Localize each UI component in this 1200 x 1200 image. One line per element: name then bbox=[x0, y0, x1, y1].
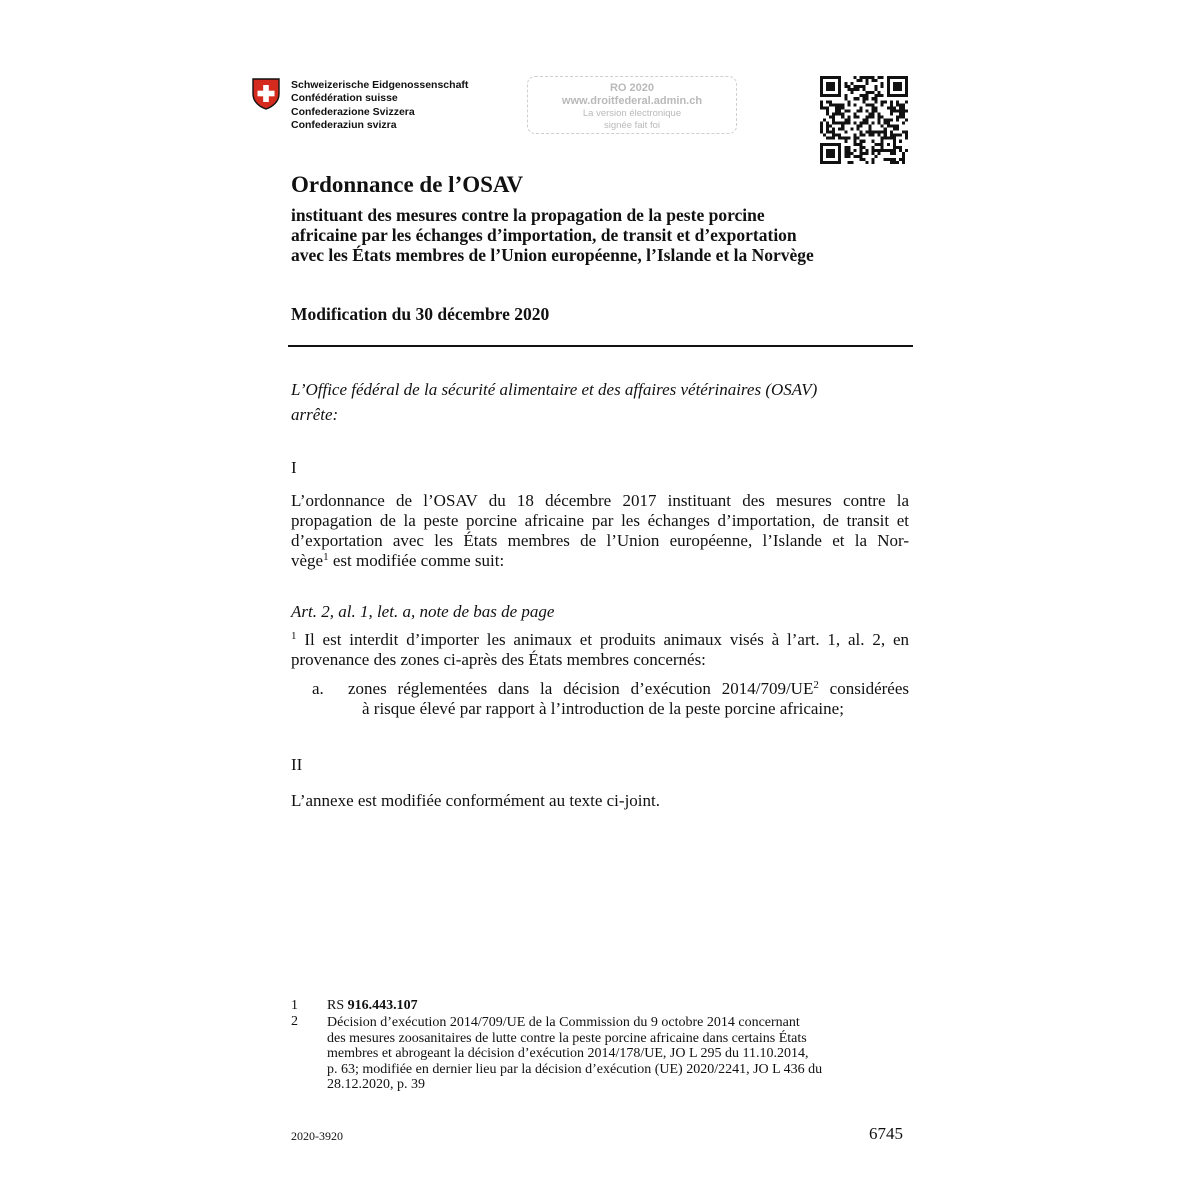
paragraph-number: 1 bbox=[291, 630, 297, 642]
document-id: 2020-3920 bbox=[291, 1129, 343, 1143]
official-publication-stamp bbox=[527, 76, 737, 134]
footnote-text bbox=[327, 998, 418, 1014]
paragraph-line bbox=[291, 630, 909, 650]
stamp-line: La version électronique bbox=[582, 108, 682, 119]
confederation-names bbox=[291, 79, 468, 132]
confederation-line: Confédération suisse bbox=[291, 92, 398, 105]
stamp-site: www.droitfederal.admin.ch bbox=[561, 95, 703, 107]
paragraph-line: provenance des zones ci-après des États membres concernés: bbox=[291, 650, 706, 669]
preamble-line: L’Office fédéral de la sécurité alimentaire et des affaires vétérinaires (OSAV) bbox=[291, 380, 818, 399]
footnote-line: p. 63; modifiée en dernier lieu par la décision d’exécution (UE) 2020/2241, JO L 436 du bbox=[327, 1061, 823, 1077]
list-item-text-part: considérées bbox=[818, 679, 909, 698]
list-item-text bbox=[348, 679, 909, 719]
list-item-text-part: zones réglementées dans la décision d’exécution 2014/709/UE bbox=[348, 679, 814, 698]
subtitle-line: africaine par les échanges d’importation, de transit et d’exportation bbox=[291, 225, 797, 245]
confederation-line: Confederazione Svizzera bbox=[291, 105, 415, 118]
subtitle-line: instituant des mesures contre la propagation de la peste porcine bbox=[291, 205, 765, 225]
article-heading: Art. 2, al. 1, let. a, note de bas de page bbox=[291, 602, 555, 621]
list-item-line: à risque élevé par rapport à l’introduction de la peste porcine africaine; bbox=[362, 699, 844, 718]
article-paragraph bbox=[291, 630, 909, 670]
footnote-line: des mesures zoosanitaires de lutte contre la peste porcine africaine dans certains États bbox=[327, 1030, 807, 1046]
section-heading-ii: II bbox=[291, 755, 303, 774]
section-heading-i: I bbox=[291, 458, 297, 477]
amendment-paragraph bbox=[291, 491, 909, 571]
stamp-line: signée fait foi bbox=[604, 120, 660, 131]
footnote-ref[interactable]: 2 bbox=[813, 679, 819, 691]
document-title: Ordonnance de l’OSAV bbox=[291, 172, 524, 197]
footnote-prefix: RS bbox=[327, 998, 348, 1013]
footnote-line: 28.12.2020, p. 39 bbox=[327, 1077, 425, 1092]
document-subtitle bbox=[291, 205, 931, 265]
list-item-line bbox=[348, 679, 909, 699]
footnote-line: membres et abrogeant la décision d’exécution 2014/178/UE, JO L 295 du 11.10.2014, bbox=[327, 1046, 809, 1061]
title-divider bbox=[288, 345, 913, 347]
footnote-ref[interactable]: 1 bbox=[323, 551, 329, 563]
paragraph-text: Il est interdit d’importer les animaux et produits animaux visés à l’art. 1, al. 2, en bbox=[296, 630, 909, 649]
subtitle-line: avec les États membres de l’Union européenne, l’Islande et la Norvège bbox=[291, 245, 814, 265]
paragraph-line: L’ordonnance de l’OSAV du 18 décembre 2017 instituant des mesures contre la bbox=[291, 491, 909, 510]
footnote-text bbox=[327, 1015, 902, 1093]
footnote-line: Décision d’exécution 2014/709/UE de la Commission du 9 octobre 2014 concernant bbox=[327, 1015, 800, 1030]
paragraph-line: d’exportation avec les États membres de l’Union européenne, l’Islande et la Nor- bbox=[291, 531, 909, 550]
annex-statement: L’annexe est modifiée conformément au texte ci-joint. bbox=[291, 791, 660, 810]
footnote-rs-number: 916.443.107 bbox=[347, 998, 418, 1013]
stamp-ro: RO 2020 bbox=[609, 82, 655, 94]
modification-date: Modification du 30 décembre 2020 bbox=[291, 304, 550, 324]
qr-code-icon bbox=[820, 76, 908, 164]
confederation-line: Confederaziun svizra bbox=[291, 118, 397, 131]
paragraph-line: propagation de la peste porcine africaine par les échanges d’importation, de transit et bbox=[291, 511, 909, 530]
list-item-letter: a. bbox=[312, 679, 324, 698]
paragraph-word: vège bbox=[291, 551, 324, 570]
footnote-number: 1 bbox=[291, 998, 298, 1013]
page-number: 6745 bbox=[869, 1124, 903, 1143]
preamble bbox=[291, 377, 911, 427]
swiss-cross-icon bbox=[252, 78, 280, 110]
confederation-line: Schweizerische Eidgenossenschaft bbox=[291, 79, 469, 91]
paragraph-tail: est modifiée comme suit: bbox=[328, 551, 505, 570]
footnote-number: 2 bbox=[291, 1014, 298, 1029]
preamble-line: arrête: bbox=[291, 405, 339, 424]
paragraph-line bbox=[291, 551, 909, 571]
